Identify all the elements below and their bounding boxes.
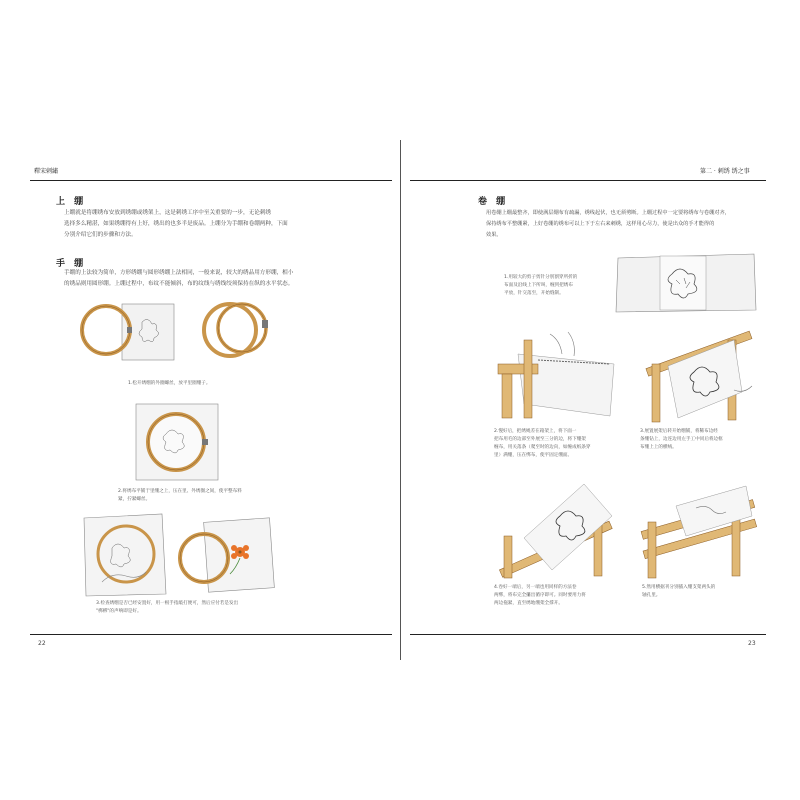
section-title-juanbeng: 卷 绷 — [478, 197, 509, 207]
left-page — [0, 140, 400, 660]
juan-step4-illustration — [494, 476, 626, 580]
caption-juan-step2: 2.慢好后，把绣绳差在箱架上，将下面一 把布用毛的边部至外展至三分的边，将下绷架 缠布，用关落条（爬至时的边向，如缠成纸条穿 里）满绷，压在绑布，使平固定绷面。 — [494, 429, 591, 458]
right-header-rule — [410, 180, 766, 181]
juan-step3-illustration — [638, 320, 758, 424]
juan-step2-illustration — [494, 324, 624, 420]
left-header-rule — [30, 180, 392, 181]
right-header-title: 第二 · 刺绣 绣之事 — [700, 168, 750, 175]
left-header-title: 釋宋刺繡 — [34, 168, 59, 175]
right-page-number: 23 — [748, 640, 756, 647]
hoop-step3-illustration — [82, 512, 282, 598]
section-title-shoubeng: 手 绷 — [56, 259, 87, 269]
juan-step1-illustration — [614, 250, 760, 316]
section-text-juanbeng: 用卷绷上绷最整齐，即使满层绷布有疏漏，绣线起伏，也无须剪断。上绷过程中一定要将绣布与卷绷对齐， 保持绣布平整绷紧，上好卷绷的绣布可以上下于左右来刺绣，这样用心尽力，使是出众的手才能得的 效果。 — [486, 210, 730, 238]
left-footer-rule — [30, 634, 392, 635]
caption-step1: 1.松开绣绷的外圈螺丝，放平里圈绷子。 — [128, 381, 211, 386]
book-spine — [400, 140, 401, 660]
section-text-shoubeng: 手绷的上法较为简单，方形绣绷与圆形绣绷上法相同，一般来说，较大的绣品用方形绷，相小 的绣品则用圆形绷。上绷过程中，布纹不能倾斜，布的纹线与绣线绞须保持在纵的水平状态。 — [64, 270, 294, 287]
caption-step2: 2.将绣布平铺于里绷之上，压在里、外绣圈之间，使平整布料 紧，拧紧螺丝。 — [118, 489, 242, 502]
caption-juan-step4: 4.卷好一端后，另一端也用同样的方法卷 两绑，将布完全攥出循序即可。同时要用力将 两边拖紧，直至绣地绷架全撑开。 — [494, 585, 586, 606]
juan-step5-illustration — [636, 476, 760, 580]
hoop-step1-illustration — [72, 300, 282, 372]
caption-juan-step5: 5.然用横据刊分别插入绷支架两头的 轴孔里。 — [642, 585, 716, 598]
right-footer-rule — [410, 634, 766, 635]
caption-juan-step1: 1.用较大的剪子剪针分别割穿所折的 布面及沿线上下所叫，缠到把绣布 平放，针交落至，开始缝制。 — [504, 275, 578, 296]
section-text-shangbeng: 上绷就是将绷绣布安放到绣绷或绣架上，这是刺绣工序中至关重要的一步，无论刺绣 选择多么精湛，如果绣绷得有上好，绣出的也多半是废品。上绷分为手绷和卷绷两种，下面 分别介绍它们的步骤和方法。 — [64, 210, 288, 238]
section-title-shangbeng: 上 绷 — [56, 197, 87, 207]
caption-step3: 3.检查绣绷是否已经安置好，用一根手指敲打便可，然后应付若是发出 "梆梆"的声响即是好。 — [96, 601, 239, 614]
hoop-step2-illustration — [134, 402, 220, 482]
left-page-number: 22 — [38, 640, 46, 647]
caption-juan-step3: 3.展置展架后转开始绷铺，将稀布边经 条绷钻上，边连边用左手工中同后将边框 布绷上上的横绒。 — [640, 429, 723, 450]
right-page — [402, 140, 800, 660]
